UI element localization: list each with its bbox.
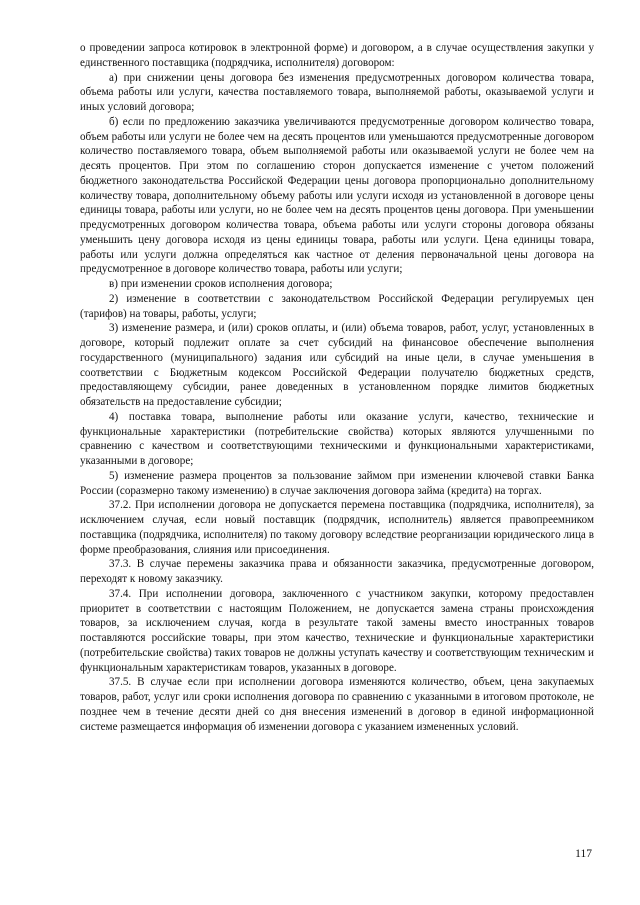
- page-number: 117: [575, 848, 592, 860]
- body-text: [80, 41, 594, 734]
- paragraph-item-2: 2) изменение в соответствии с законодательством Российской Федерации регулируемых цен (тарифов) на товары, работы, услуги;: [80, 292, 594, 320]
- paragraph-37-5: 37.5. В случае если при исполнении договора изменяются количество, объем, цена закупаемых товаров, работ, услуг или сроки исполнения договора по сравнению с указанными в итоговом протоколе, не позднее чем в течение десяти дней со дня внесения изменений в договор в единой информационной системе размещается информация об изменении договора с указанием измененных условий.: [80, 676, 594, 733]
- paragraph-37-4: 37.4. При исполнении договора, заключенного с участником закупки, которому предоставлен приоритет в соответствии с настоящим Положением, не допускается замена страны происхождения товаров, за исключением случая, когда в результате такой замены вместо иностранных товаров поставляются российские товары, при этом качество, технические и функциональные характеристики (потребительские свойства) таких товаров не должны уступать качеству и соответствующим техническим и функциональным характеристикам товаров, указанных в договоре.: [80, 587, 594, 674]
- paragraph-37-3: 37.3. В случае перемены заказчика права и обязанности заказчика, предусмотренные договором, переходят к новому заказчику.: [80, 558, 594, 585]
- paragraph-item-b: б) если по предложению заказчика увеличиваются предусмотренные договором количество товара, объем работы или услуги не более чем на десять процентов или уменьшаются предусмотренные договором количество поставляемого товара, объем выполняемой работы или оказываемой услуги не более чем на десять процентов. При этом по соглашению сторон допускается изменение с учетом положений бюджетного законодательства Российской Федерации цены договора пропорционально дополнительному количеству товара, дополнительному объему работы или услуги исходя из установленной в договоре цены единицы товара, работы или услуги, но не более чем на десять процентов цены договора. При уменьшении предусмотренных договором количества товара, объема работы или услуги стороны договора обязаны уменьшить цену договора исходя из цены единицы товара, работы или услуги. Цена единицы товара, работы или услуги должна определяться как частное от деления первоначальной цены договора на предусмотренное в договоре количество товара, работы или услуги;: [80, 115, 594, 276]
- paragraph-continuation: о проведении запроса котировок в электронной форме) и договором, а в случае осуществления закупки у единственного поставщика (подрядчика, исполнителя) договором:: [80, 42, 594, 69]
- paragraph-item-4: 4) поставка товара, выполнение работы или оказание услуги, качество, технические и функциональные характеристики (потребительские свойства) которых являются улучшенными по сравнению с качеством и соответствующими техническими и функциональными характеристиками, указанными в договоре;: [80, 410, 594, 467]
- paragraph-item-3: 3) изменение размера, и (или) сроков оплаты, и (или) объема товаров, работ, услуг, установленных в договоре, который подлежит оплате за счет субсидий на финансовое обеспечение выполнения государственного (муниципального) задания или субсидий на иные цели, в случае уменьшения в соответствии с Бюджетным кодексом Российской Федерации получателю бюджетных средств, предоставляющему субсидии, ранее доведенных в установленном порядке лимитов бюджетных обязательств на предоставление субсидии;: [80, 322, 594, 408]
- paragraph-item-v: в) при изменении сроков исполнения договора;: [109, 278, 333, 290]
- paragraph-item-a: а) при снижении цены договора без изменения предусмотренных договором количества товара, объема работы или услуги, качества поставляемого товара, выполняемой работы, оказываемой услуги и иных условий договора;: [80, 71, 594, 113]
- paragraph-37-2: 37.2. При исполнении договора не допускается перемена поставщика (подрядчика, исполнителя), за исключением случая, если новый поставщик (подрядчик, исполнитель) является правопреемником поставщика (подрядчика, исполнителя) по такому договору вследствие реорганизации юридического лица в форме преобразования, слияния или присоединения.: [80, 499, 594, 556]
- paragraph-item-5: 5) изменение размера процентов за пользование займом при изменении ключевой ставки Банка России (соразмерно такому изменению) в случае заключения договора займа (кредита) на торгах.: [80, 469, 594, 497]
